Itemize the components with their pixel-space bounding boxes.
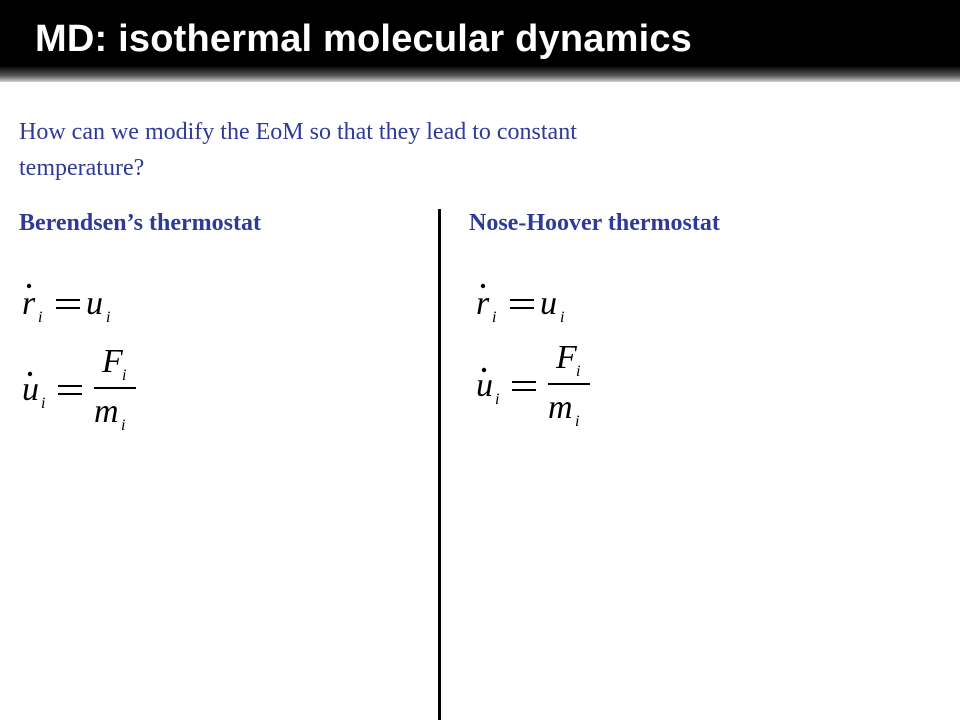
berendsen-acceleration-equation xyxy=(20,338,160,438)
force-symbol: F xyxy=(556,339,577,376)
position-symbol: r xyxy=(476,285,490,322)
velocity-symbol: u xyxy=(540,285,557,322)
position-symbol: r xyxy=(22,285,36,322)
mass-symbol: m xyxy=(94,393,119,430)
question-text: How can we modify the EoM so that they lead to constant temperature? xyxy=(19,119,577,181)
equals-sign xyxy=(512,381,536,383)
title-bar xyxy=(0,0,960,82)
velocity-symbol: u xyxy=(86,285,103,322)
berendsen-velocity-equation xyxy=(20,278,140,330)
position-subscript: i xyxy=(38,309,43,326)
equals-sign xyxy=(58,385,82,387)
slide-title: MD: isothermal molecular dynamics xyxy=(35,18,693,60)
fraction-bar xyxy=(94,387,136,389)
mass-subscript: i xyxy=(575,413,580,430)
mass-subscript: i xyxy=(121,417,126,434)
equals-sign xyxy=(510,299,534,301)
nose-hoover-acceleration-equation xyxy=(474,334,614,434)
mass-symbol: m xyxy=(548,389,573,426)
equals-sign xyxy=(56,299,80,301)
velocity-subscript: i xyxy=(495,391,500,408)
berendsen-heading: Berendsen’s thermostat xyxy=(19,210,261,236)
velocity-symbol: u xyxy=(476,367,493,404)
force-subscript: i xyxy=(576,363,581,380)
fraction-bar xyxy=(548,383,590,385)
column-divider xyxy=(438,209,441,720)
nose-hoover-velocity-equation xyxy=(474,278,594,330)
velocity-subscript: i xyxy=(41,395,46,412)
velocity-subscript: i xyxy=(106,309,111,326)
nose-hoover-heading: Nose-Hoover thermostat xyxy=(469,210,720,236)
velocity-subscript: i xyxy=(560,309,565,326)
force-subscript: i xyxy=(122,367,127,384)
force-symbol: F xyxy=(102,343,123,380)
position-subscript: i xyxy=(492,309,497,326)
velocity-symbol: u xyxy=(22,371,39,408)
